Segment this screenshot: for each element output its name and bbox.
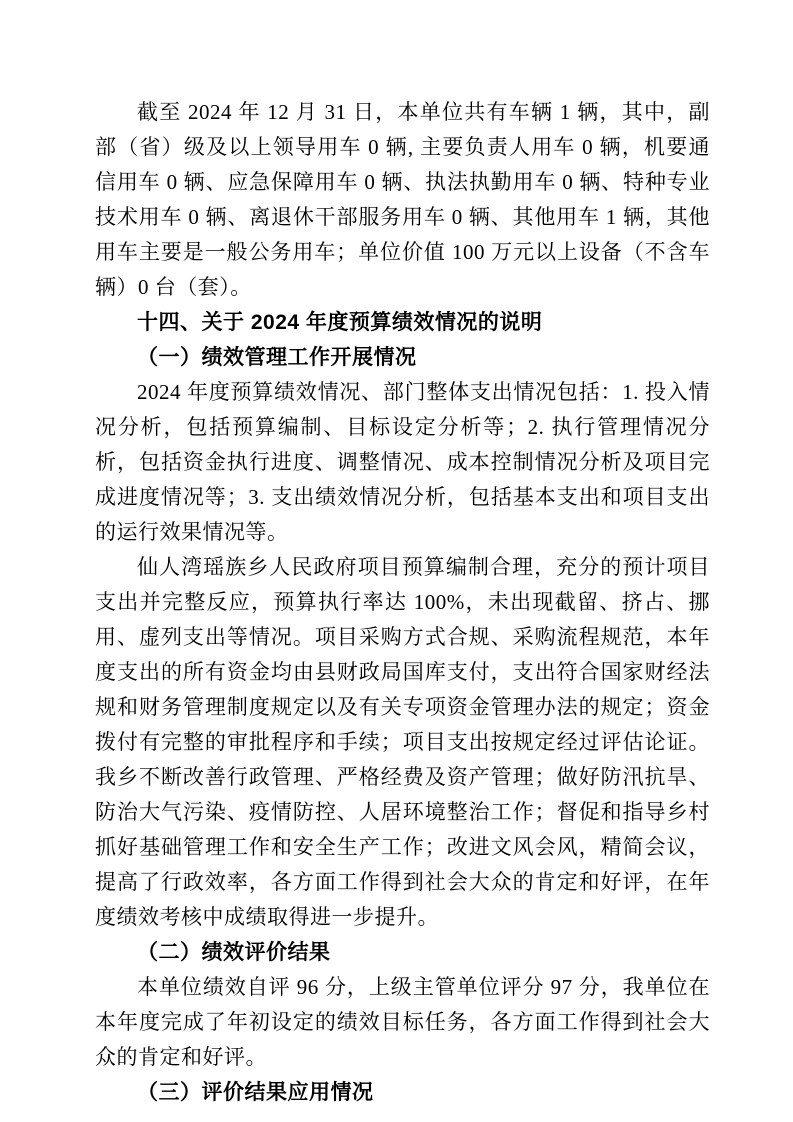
- heading-subsection-1-performance-management: （一）绩效管理工作开展情况: [137, 346, 417, 369]
- heading-subsection-3-result-application: （三）评价结果应用情况: [137, 1081, 374, 1104]
- paragraph-performance-detail: 仙人湾瑶族乡人民政府项目预算编制合理，充分的预计项目支出并完整反应，预算执行率达 100%，未出现截留、挤占、挪用、虚列支出等情况。项目采购方式合规、采购流程规范，本年度支出的所有资金均由县财政局国库支付，支出符合国家财经法规和财务管理制度规定以及有关专项资金管理办法的规定；资金拨付有完整的审批程序和手续；项目支出按规定经过评估论证。我乡不断改善行政管理、严格经费及资产管理；做好防汛抗旱、防治大气污染、疫情防控、人居环境整治工作；督促和指导乡村抓好基础管理工作和安全生产工作；改进文风会风，精简会议，提高了行政效率，各方面工作得到社会大众的肯定和好评，在年度绩效考核中成绩取得进一步提升。: [95, 555, 710, 929]
- heading-section-14: 十四、关于 2024 年度预算绩效情况的说明: [137, 311, 543, 334]
- paragraph-evaluation-scores: 本单位绩效自评 96 分，上级主管单位评分 97 分，我单位在本年度完成了年初设定的绩效目标任务，各方面工作得到社会大众的肯定和好评。: [95, 975, 710, 1069]
- paragraph-performance-overview: 2024 年度预算绩效情况、部门整体支出情况包括：1. 投入情况分析，包括预算编制、目标设定分析等；2. 执行管理情况分析，包括资金执行进度、调整情况、成本控制情况分析及项目完成进度情况等；3. 支出绩效情况分析，包括基本支出和项目支出的运行效果情况等。: [95, 380, 710, 544]
- paragraph-vehicle-info: 截至 2024 年 12 月 31 日，本单位共有车辆 1 辆，其中，副部（省）级及以上领导用车 0 辆, 主要负责人用车 0 辆，机要通信用车 0 辆、应急保障用车 0 辆、执法执勤用车 0 辆、特种专业技术用车 0 辆、离退休干部服务用车 0 辆、其他用车 1 辆，其他用车主要是一般公务用车；单位价值 100 万元以上设备（不含车辆）0 台（套）。: [95, 100, 710, 299]
- heading-subsection-2-evaluation-result: （二）绩效评价结果: [137, 941, 331, 964]
- document-body: [95, 95, 710, 1110]
